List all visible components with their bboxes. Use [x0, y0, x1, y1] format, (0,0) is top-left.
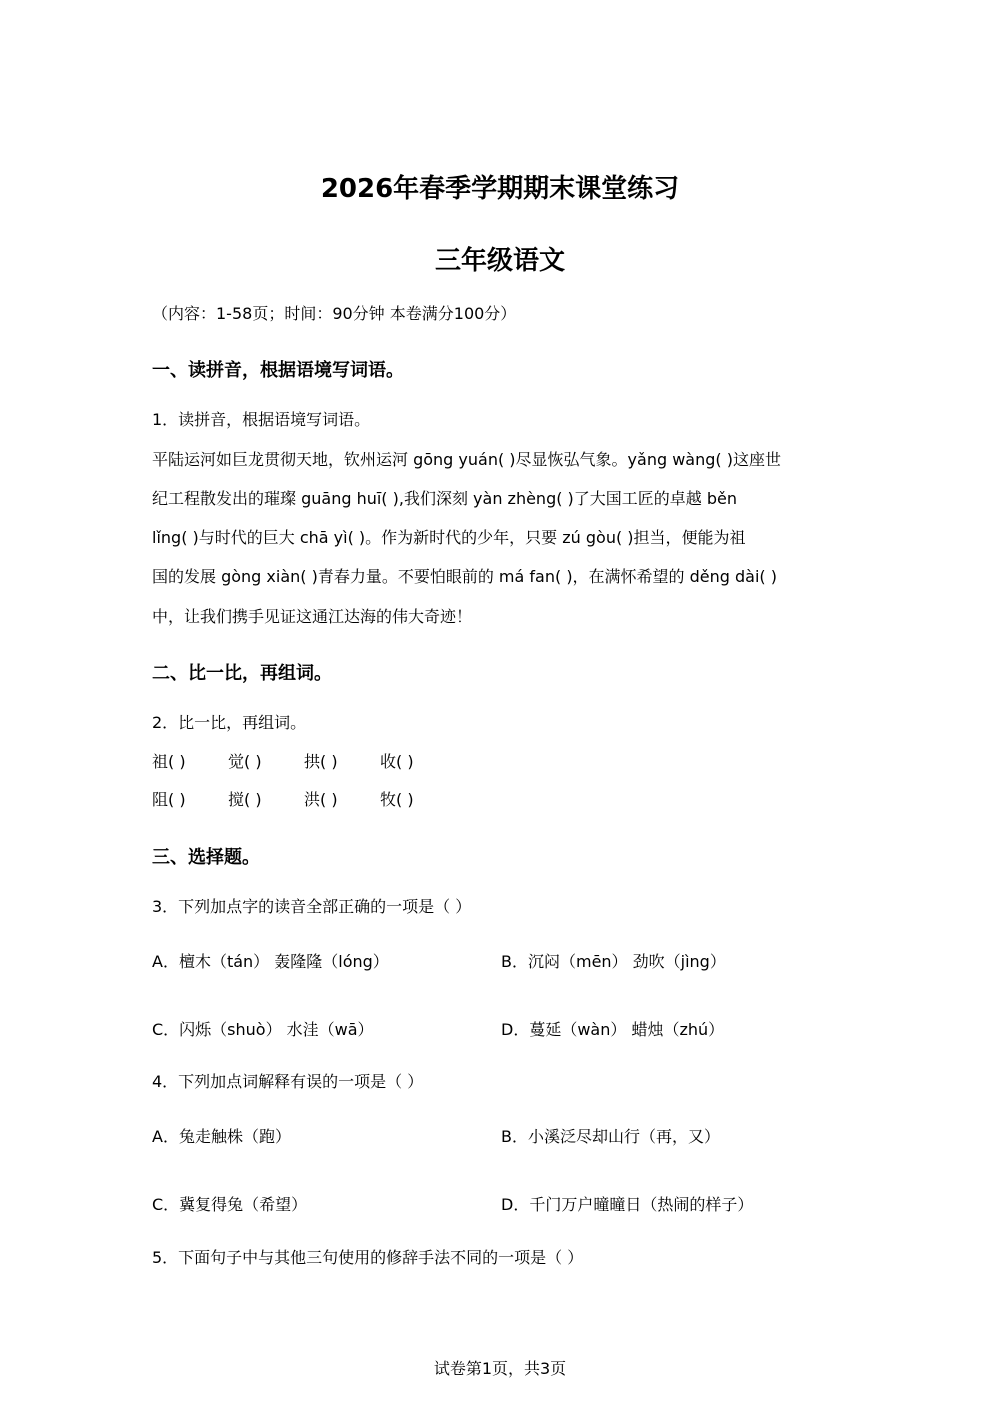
- q4-option-b: B．小溪泛尽却山行（再，又）: [501, 1127, 720, 1146]
- q2-item: 阻( ): [152, 790, 186, 809]
- q2-item: 拱( ): [304, 752, 338, 771]
- q3-option-b: B．沉闷（mēn） 劲吹（jìng）: [501, 952, 726, 971]
- q3-option-d: D．蔓延（wàn） 蜡烛（zhú）: [501, 1020, 725, 1039]
- q2-item: 觉( ): [228, 752, 262, 771]
- exam-subtitle: 三年级语文: [434, 246, 565, 276]
- q4-prompt: 4．下列加点词解释有误的一项是（ ）: [152, 1072, 424, 1091]
- q1-line-1: 平陆运河如巨龙贯彻天地，钦州运河 gōng yuán( )尽显恢弘气象。yǎng wàng( )这座世: [152, 450, 781, 469]
- exam-info: （内容：1-58页；时间：90分钟 本卷满分100分）: [152, 304, 517, 323]
- q3-option-a: A．檀木（tán） 轰隆隆（lóng）: [152, 952, 389, 971]
- q1-line-3: lǐng( )与时代的巨大 chā yì( )。作为新时代的少年，只要 zú gòu( )担当，便能为祖: [152, 528, 746, 547]
- q2-item: 搅( ): [228, 790, 262, 809]
- q4-option-c: C．冀复得兔（希望）: [152, 1195, 308, 1214]
- q1-line-4: 国的发展 gòng xiàn( )青春力量。不要怕眼前的 má fan( )，在满怀希望的 děng dài( ): [152, 567, 778, 586]
- section-1-heading: 一、读拼音，根据语境写词语。: [152, 360, 404, 381]
- q2-item: 祖( ): [152, 752, 186, 771]
- q2-prompt: 2．比一比，再组词。: [152, 713, 307, 732]
- section-3-heading: 三、选择题。: [152, 847, 260, 868]
- q2-item: 洪( ): [304, 790, 338, 809]
- q3-prompt: 3．下列加点字的读音全部正确的一项是（ ）: [152, 897, 472, 916]
- page-footer: 试卷第1页，共3页: [433, 1359, 567, 1378]
- q4-option-a: A．兔走触株（跑）: [152, 1127, 291, 1146]
- q1-line-5: 中，让我们携手见证这通江达海的伟大奇迹！: [152, 607, 473, 626]
- exam-title: 2026年春季学期期末课堂练习: [320, 174, 680, 204]
- q4-option-d: D．千门万户曈曈日（热闹的样子）: [501, 1195, 754, 1214]
- q1-line-2: 纪工程散发出的璀璨 guāng huī( ),我们深刻 yàn zhèng( )了大国工匠的卓越 běn: [152, 489, 738, 508]
- q2-item: 收( ): [380, 752, 414, 771]
- q2-item: 牧( ): [380, 790, 414, 809]
- q2-row-1: [152, 751, 456, 773]
- section-2-heading: 二、比一比，再组词。: [152, 663, 332, 684]
- q5-prompt: 5．下面句子中与其他三句使用的修辞手法不同的一项是（ ）: [152, 1248, 584, 1267]
- q1-prompt: 1．读拼音，根据语境写词语。: [152, 410, 371, 429]
- q2-row-2: [152, 789, 456, 811]
- q3-option-c: C．闪烁（shuò） 水洼（wā）: [152, 1020, 374, 1039]
